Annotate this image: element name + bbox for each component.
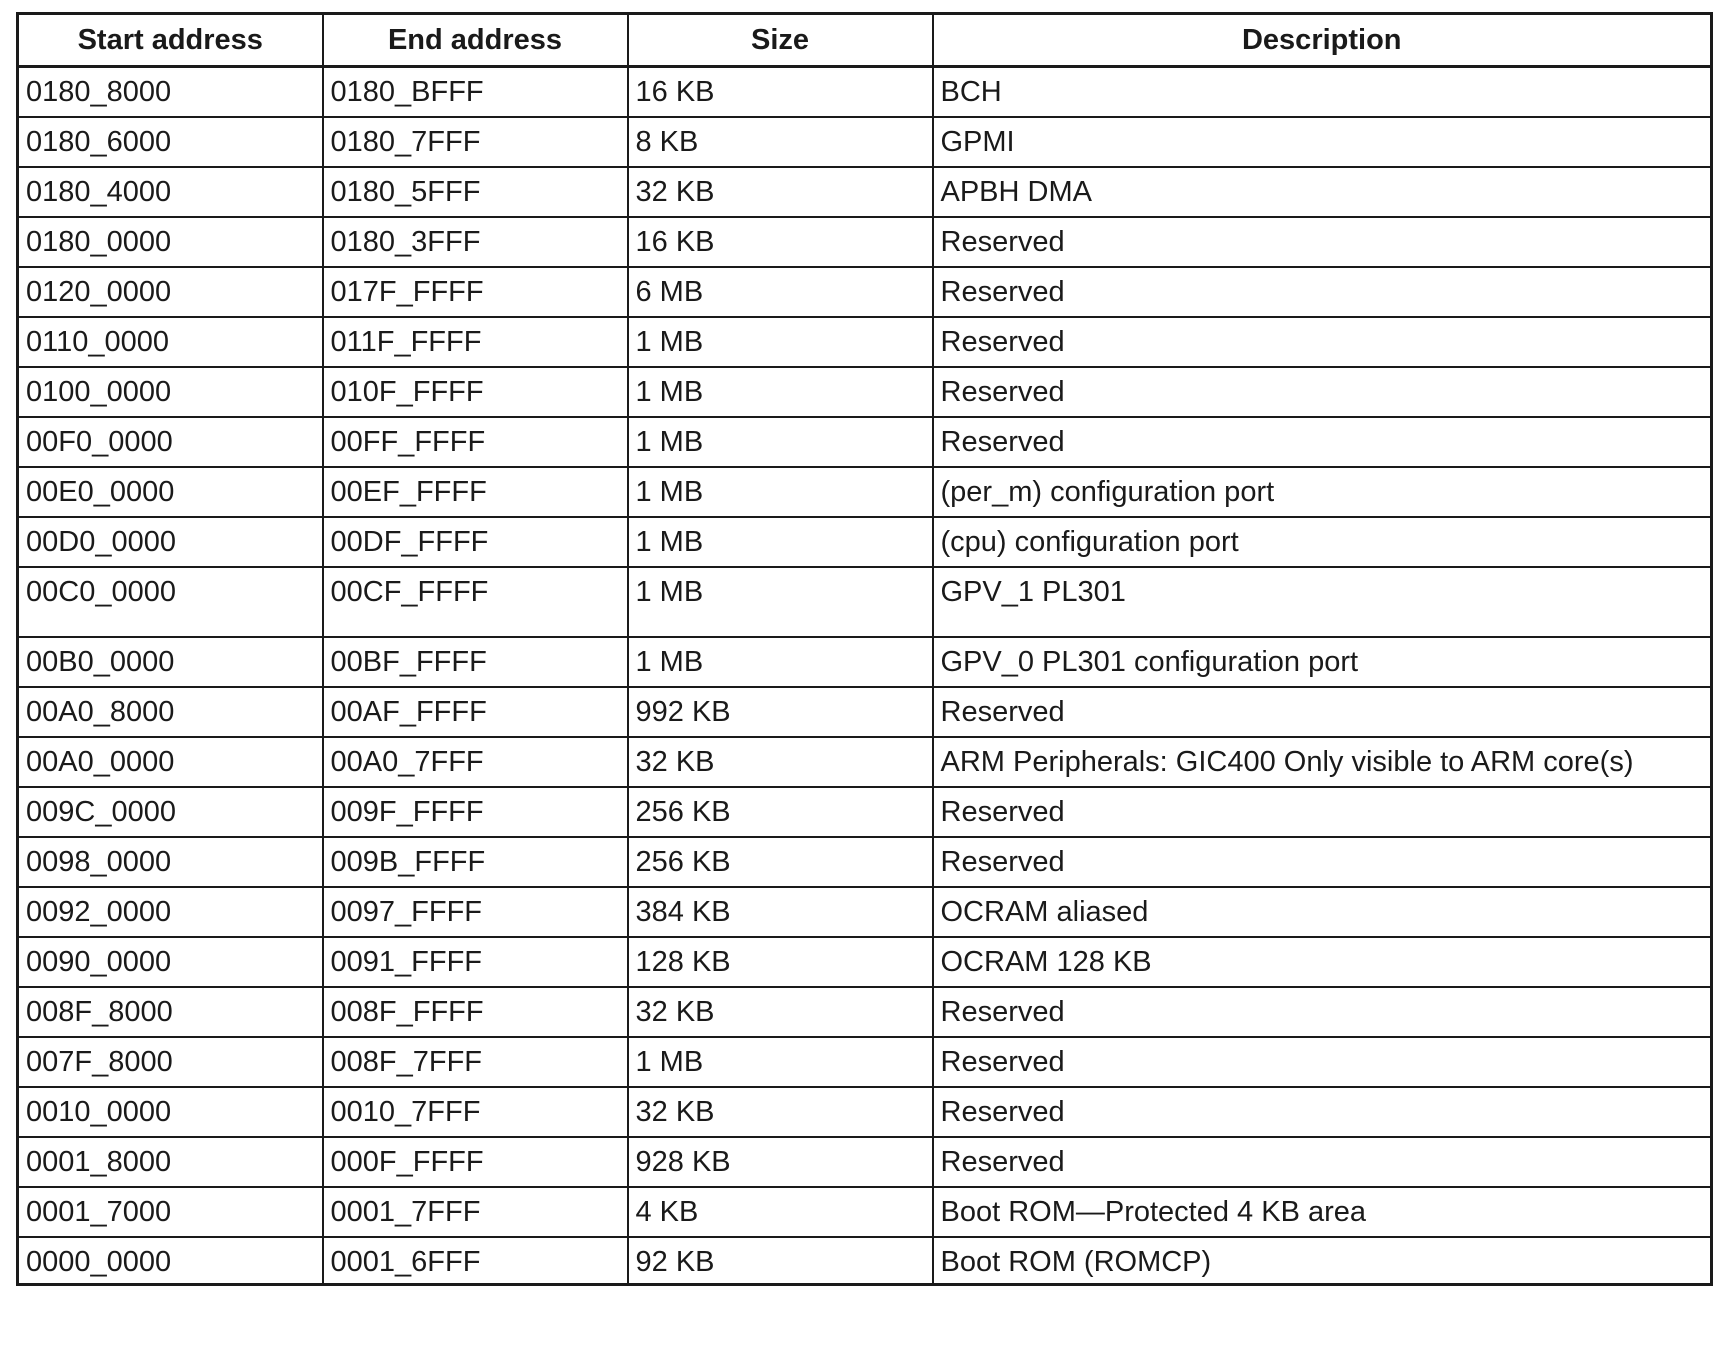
cell-description: Reserved bbox=[933, 1037, 1712, 1087]
cell-description: GPMI bbox=[933, 117, 1712, 167]
cell-size: 16 KB bbox=[628, 67, 933, 117]
cell-description: Reserved bbox=[933, 217, 1712, 267]
cell-end-address: 008F_FFFF bbox=[323, 987, 628, 1037]
cell-description: OCRAM aliased bbox=[933, 887, 1712, 937]
cell-start-address: 0180_6000 bbox=[18, 117, 323, 167]
table-row bbox=[18, 67, 1712, 117]
cell-size: 928 KB bbox=[628, 1137, 933, 1187]
cell-size: 256 KB bbox=[628, 837, 933, 887]
cell-start-address: 0180_4000 bbox=[18, 167, 323, 217]
cell-end-address: 0097_FFFF bbox=[323, 887, 628, 937]
cell-end-address: 00DF_FFFF bbox=[323, 517, 628, 567]
table-row bbox=[18, 167, 1712, 217]
cell-start-address: 0098_0000 bbox=[18, 837, 323, 887]
cell-start-address: 0090_0000 bbox=[18, 937, 323, 987]
cell-size: 32 KB bbox=[628, 167, 933, 217]
cell-description: BCH bbox=[933, 67, 1712, 117]
cell-start-address: 008F_8000 bbox=[18, 987, 323, 1037]
cell-description: APBH DMA bbox=[933, 167, 1712, 217]
cell-start-address: 0001_7000 bbox=[18, 1187, 323, 1237]
table-row bbox=[18, 637, 1712, 687]
table-row bbox=[18, 567, 1712, 637]
cell-description: Reserved bbox=[933, 987, 1712, 1037]
table-row bbox=[18, 937, 1712, 987]
header-row bbox=[18, 14, 1712, 67]
cell-end-address: 00A0_7FFF bbox=[323, 737, 628, 787]
table-row bbox=[18, 517, 1712, 567]
table-row bbox=[18, 217, 1712, 267]
cell-start-address: 0120_0000 bbox=[18, 267, 323, 317]
cell-description: Reserved bbox=[933, 317, 1712, 367]
cell-start-address: 009C_0000 bbox=[18, 787, 323, 837]
cell-end-address: 000F_FFFF bbox=[323, 1137, 628, 1187]
table-row bbox=[18, 887, 1712, 937]
cell-description: Reserved bbox=[933, 837, 1712, 887]
cell-start-address: 00D0_0000 bbox=[18, 517, 323, 567]
cell-end-address: 0001_6FFF bbox=[323, 1237, 628, 1285]
cell-end-address: 008F_7FFF bbox=[323, 1037, 628, 1087]
cell-size: 32 KB bbox=[628, 987, 933, 1037]
table-row bbox=[18, 1037, 1712, 1087]
header-description: Description bbox=[933, 14, 1712, 67]
cell-start-address: 007F_8000 bbox=[18, 1037, 323, 1087]
cell-description: ARM Peripherals: GIC400 Only visible to ARM core(s) bbox=[933, 737, 1712, 787]
cell-size: 1 MB bbox=[628, 567, 933, 637]
header-size: Size bbox=[628, 14, 933, 67]
cell-size: 256 KB bbox=[628, 787, 933, 837]
table-row bbox=[18, 467, 1712, 517]
cell-size: 1 MB bbox=[628, 367, 933, 417]
cell-description: Boot ROM (ROMCP) bbox=[933, 1237, 1712, 1285]
cell-size: 1 MB bbox=[628, 317, 933, 367]
table-row bbox=[18, 417, 1712, 467]
cell-end-address: 00BF_FFFF bbox=[323, 637, 628, 687]
table-row bbox=[18, 1187, 1712, 1237]
cell-description: Reserved bbox=[933, 1137, 1712, 1187]
cell-description: Reserved bbox=[933, 687, 1712, 737]
cell-start-address: 0180_0000 bbox=[18, 217, 323, 267]
table-row bbox=[18, 737, 1712, 787]
table-row bbox=[18, 267, 1712, 317]
cell-description: OCRAM 128 KB bbox=[933, 937, 1712, 987]
cell-start-address: 00A0_0000 bbox=[18, 737, 323, 787]
cell-description: (per_m) configuration port bbox=[933, 467, 1712, 517]
cell-start-address: 00C0_0000 bbox=[18, 567, 323, 637]
cell-description: GPV_1 PL301 bbox=[933, 567, 1712, 637]
cell-end-address: 010F_FFFF bbox=[323, 367, 628, 417]
cell-end-address: 0180_BFFF bbox=[323, 67, 628, 117]
table-row bbox=[18, 367, 1712, 417]
cell-description: (cpu) configuration port bbox=[933, 517, 1712, 567]
cell-size: 16 KB bbox=[628, 217, 933, 267]
cell-end-address: 0180_5FFF bbox=[323, 167, 628, 217]
cell-start-address: 0180_8000 bbox=[18, 67, 323, 117]
cell-start-address: 0010_0000 bbox=[18, 1087, 323, 1137]
cell-size: 128 KB bbox=[628, 937, 933, 987]
cell-end-address: 011F_FFFF bbox=[323, 317, 628, 367]
table-row bbox=[18, 1137, 1712, 1187]
cell-end-address: 009F_FFFF bbox=[323, 787, 628, 837]
cell-end-address: 0180_3FFF bbox=[323, 217, 628, 267]
cell-description: Reserved bbox=[933, 1087, 1712, 1137]
table-row bbox=[18, 787, 1712, 837]
cell-end-address: 0091_FFFF bbox=[323, 937, 628, 987]
cell-description: Reserved bbox=[933, 267, 1712, 317]
cell-start-address: 0092_0000 bbox=[18, 887, 323, 937]
cell-size: 4 KB bbox=[628, 1187, 933, 1237]
cell-size: 992 KB bbox=[628, 687, 933, 737]
header-start-address: Start address bbox=[18, 14, 323, 67]
cell-end-address: 0010_7FFF bbox=[323, 1087, 628, 1137]
cell-size: 32 KB bbox=[628, 737, 933, 787]
cell-start-address: 00B0_0000 bbox=[18, 637, 323, 687]
header-end-address: End address bbox=[323, 14, 628, 67]
cell-end-address: 017F_FFFF bbox=[323, 267, 628, 317]
table-row bbox=[18, 117, 1712, 167]
cell-description: Boot ROM—Protected 4 KB area bbox=[933, 1187, 1712, 1237]
cell-size: 1 MB bbox=[628, 1037, 933, 1087]
cell-description: Reserved bbox=[933, 417, 1712, 467]
cell-start-address: 00F0_0000 bbox=[18, 417, 323, 467]
cell-end-address: 00AF_FFFF bbox=[323, 687, 628, 737]
table-body bbox=[18, 67, 1712, 1285]
cell-size: 32 KB bbox=[628, 1087, 933, 1137]
cell-size: 1 MB bbox=[628, 637, 933, 687]
cell-end-address: 00FF_FFFF bbox=[323, 417, 628, 467]
cell-end-address: 0001_7FFF bbox=[323, 1187, 628, 1237]
cell-size: 92 KB bbox=[628, 1237, 933, 1285]
cell-end-address: 00CF_FFFF bbox=[323, 567, 628, 637]
table-row bbox=[18, 1087, 1712, 1137]
cell-end-address: 009B_FFFF bbox=[323, 837, 628, 887]
cell-start-address: 0100_0000 bbox=[18, 367, 323, 417]
memory-map-table bbox=[16, 12, 1713, 1286]
cell-start-address: 0110_0000 bbox=[18, 317, 323, 367]
cell-end-address: 0180_7FFF bbox=[323, 117, 628, 167]
table-row bbox=[18, 687, 1712, 737]
cell-description: Reserved bbox=[933, 787, 1712, 837]
cell-size: 1 MB bbox=[628, 417, 933, 467]
table-row bbox=[18, 987, 1712, 1037]
cell-size: 1 MB bbox=[628, 467, 933, 517]
cell-size: 8 KB bbox=[628, 117, 933, 167]
cell-description: GPV_0 PL301 configuration port bbox=[933, 637, 1712, 687]
cell-start-address: 00A0_8000 bbox=[18, 687, 323, 737]
table-row bbox=[18, 317, 1712, 367]
cell-description: Reserved bbox=[933, 367, 1712, 417]
cell-start-address: 00E0_0000 bbox=[18, 467, 323, 517]
cell-size: 1 MB bbox=[628, 517, 933, 567]
cell-start-address: 0001_8000 bbox=[18, 1137, 323, 1187]
cell-end-address: 00EF_FFFF bbox=[323, 467, 628, 517]
cell-size: 6 MB bbox=[628, 267, 933, 317]
cell-start-address: 0000_0000 bbox=[18, 1237, 323, 1285]
table-row bbox=[18, 837, 1712, 887]
table-row bbox=[18, 1237, 1712, 1285]
cell-size: 384 KB bbox=[628, 887, 933, 937]
